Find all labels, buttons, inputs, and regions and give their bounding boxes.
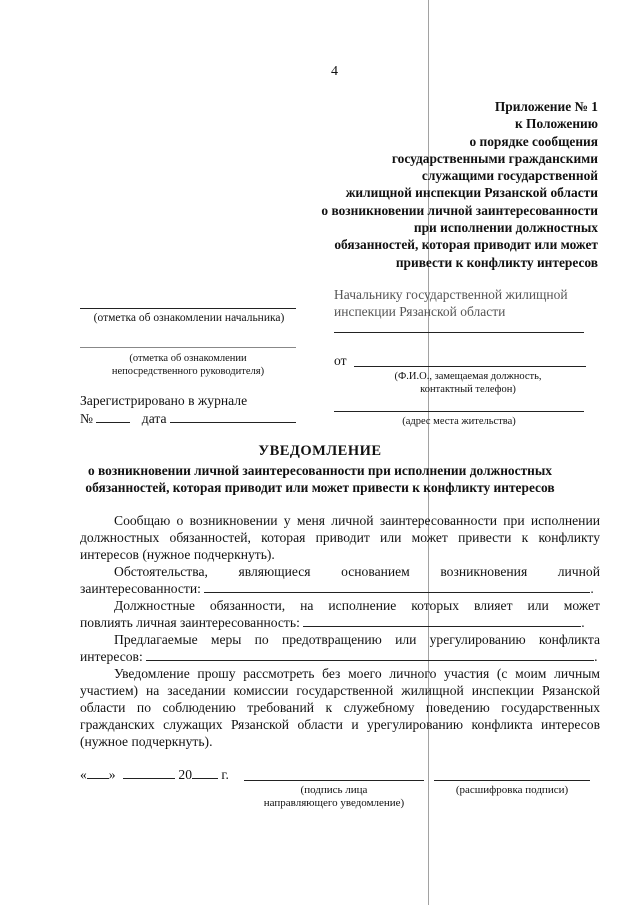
duties-field[interactable] — [303, 614, 581, 627]
addressee-line: Начальнику государственной жилищной — [334, 287, 568, 302]
notice-subtitle-line: обязанностей, которая приводит или может привести к конфликту интересов — [85, 480, 555, 495]
year-suffix: г. — [221, 767, 229, 782]
date-label: дата — [141, 411, 167, 426]
paragraph-report: Сообщаю о возникновении у меня личной заинтересованности при исполнении должностных обязанностей, которая приводит или может привести к конфликту интересов (нужное подчеркнуть). — [80, 513, 600, 562]
date-open-quote: « — [80, 767, 87, 782]
address-field-line[interactable] — [334, 411, 584, 412]
paragraph-duties: Должностные обязанности, на исполнение которых влияет или может — [114, 598, 600, 613]
fio-caption — [348, 370, 588, 396]
circumstances-row: заинтересованности: . — [80, 581, 594, 596]
appendix-header — [238, 98, 598, 271]
fio-caption-line: (Ф.И.О., замещаемая должность, — [394, 371, 542, 382]
supervisor-note-caption-line: (отметка об ознакомлении — [129, 353, 247, 364]
addressee-field-line[interactable] — [334, 332, 584, 333]
year-field[interactable] — [192, 766, 218, 779]
signature-caption-line: (подпись лица — [300, 784, 368, 796]
appendix-line: к Положению — [514, 116, 598, 132]
signature-caption — [236, 784, 432, 810]
head-note-caption: (отметка об ознакомлении начальника) — [93, 312, 285, 324]
paragraph-measures: Предлагаемые меры по предотвращению или урегулированию конфликта — [114, 632, 600, 647]
year-prefix: 20 — [178, 767, 192, 782]
address-caption: (адрес места жительства) — [402, 416, 516, 427]
appendix-line: о возникновении личной заинтересованности — [321, 202, 598, 218]
supervisor-note-caption — [80, 352, 296, 378]
number-field[interactable] — [96, 410, 130, 423]
from-field-line[interactable] — [354, 366, 586, 367]
registration-row — [80, 410, 310, 427]
notice-subtitle-line: о возникновении личной заинтересованности при исполнении должностных — [87, 463, 553, 478]
month-field[interactable] — [123, 766, 175, 779]
duties-label: повлиять личная заинтересованность: — [80, 615, 300, 630]
paragraph-circumstances: Обстоятельства, являющиеся основанием возникновения личной — [114, 564, 600, 579]
addressee-line: инспекции Рязанской области — [334, 304, 506, 319]
date-field[interactable] — [170, 410, 296, 423]
signature-date-row — [80, 766, 229, 783]
paragraph-request: Уведомление прошу рассмотреть без моего личного участия (с моим личным участием) на заседании комиссии государственной жилищной инспекции Рязанской области по соблюдению требований к служебному поведению государственных гражданских служащих Рязанской области и урегулированию конфликта интересов (нужное подчеркнуть). — [80, 666, 600, 749]
appendix-line: при исполнении должностных — [413, 220, 598, 236]
head-note-line — [80, 308, 296, 309]
appendix-line: о порядке сообщения — [469, 133, 598, 149]
notice-title: УВЕДОМЛЕНИЕ — [258, 443, 382, 459]
addressee — [334, 286, 594, 320]
duties-row: повлиять личная заинтересованность: . — [80, 615, 585, 630]
signature-decode-caption: (расшифровка подписи) — [455, 784, 569, 796]
number-label: № — [80, 411, 93, 426]
day-field[interactable] — [87, 766, 109, 779]
registered-label: Зарегистрировано в журнале — [80, 393, 248, 408]
circumstances-label: заинтересованности: — [80, 581, 201, 596]
measures-field[interactable] — [146, 648, 594, 661]
appendix-line: привести к конфликту интересов — [395, 254, 598, 270]
appendix-line: жилищной инспекции Рязанской области — [345, 185, 598, 201]
signature-decode-line[interactable] — [434, 780, 590, 781]
appendix-line: Приложение № 1 — [494, 99, 598, 114]
appendix-line: обязанностей, которая приводит или может — [334, 237, 598, 253]
signature-caption-line: направляющего уведомление) — [263, 797, 405, 809]
from-label: от — [334, 353, 347, 368]
page-number: 4 — [331, 64, 338, 79]
appendix-line: служащими государственной — [421, 168, 598, 184]
supervisor-note-line — [80, 347, 296, 348]
date-close-quote: » — [108, 767, 116, 782]
supervisor-note-caption-line: непосредственного руководителя) — [111, 366, 265, 377]
appendix-line: государственными гражданскими — [391, 150, 598, 166]
fio-caption-line: контактный телефон) — [420, 384, 516, 395]
measures-row: интересов: . — [80, 649, 598, 664]
measures-label: интересов: — [80, 649, 143, 664]
circumstances-field[interactable] — [204, 580, 590, 593]
signature-line[interactable] — [244, 780, 424, 781]
